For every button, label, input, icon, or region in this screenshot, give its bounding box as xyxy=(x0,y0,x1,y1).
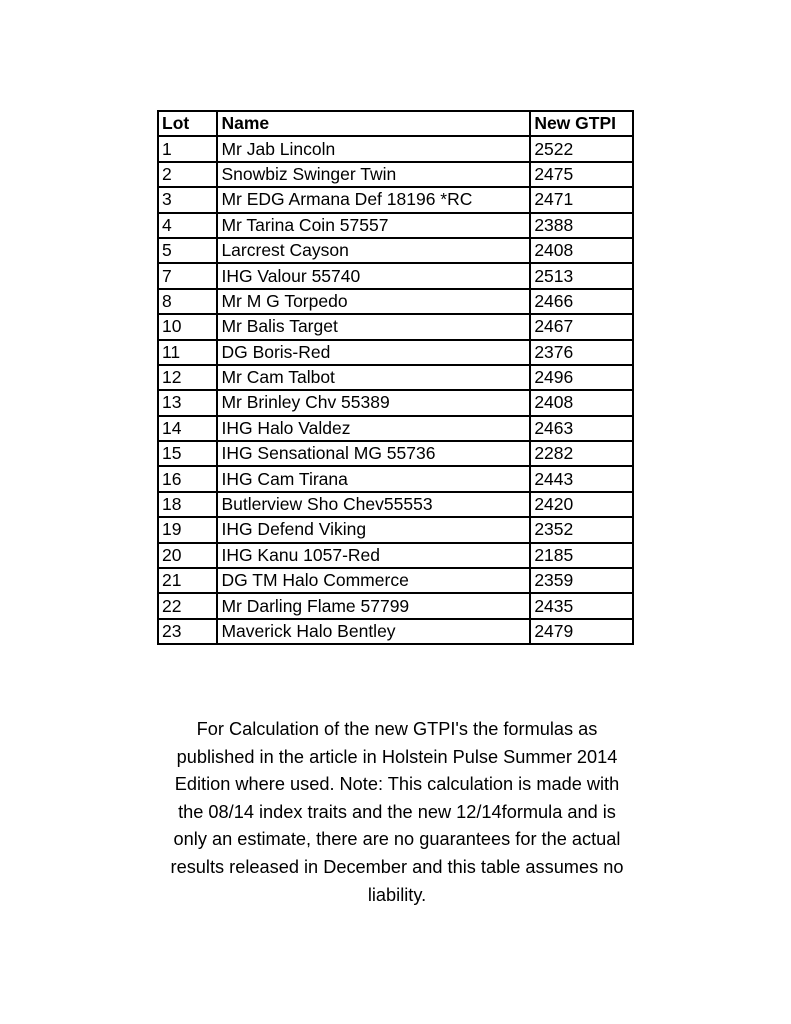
gtpi-cell: 2420 xyxy=(530,492,633,517)
header-name: Name xyxy=(217,111,530,136)
name-cell: DG TM Halo Commerce xyxy=(217,568,530,593)
gtpi-cell: 2471 xyxy=(530,187,633,212)
note-line: published in the article in Holstein Pulse Summer 2014 xyxy=(176,746,618,767)
table-row xyxy=(158,213,633,238)
name-cell: DG Boris-Red xyxy=(217,340,530,365)
table-row xyxy=(158,593,633,618)
lot-cell: 13 xyxy=(158,390,217,415)
table-row xyxy=(158,162,633,187)
gtpi-cell: 2467 xyxy=(530,314,633,339)
lot-cell: 16 xyxy=(158,466,217,491)
gtpi-cell: 2376 xyxy=(530,340,633,365)
table-row xyxy=(158,289,633,314)
gtpi-cell: 2496 xyxy=(530,365,633,390)
table-row xyxy=(158,314,633,339)
table-row xyxy=(158,187,633,212)
lot-cell: 18 xyxy=(158,492,217,517)
table-row xyxy=(158,492,633,517)
table-row xyxy=(158,517,633,542)
table-row xyxy=(158,416,633,441)
name-cell: IHG Sensational MG 55736 xyxy=(217,441,530,466)
gtpi-cell: 2435 xyxy=(530,593,633,618)
name-cell: Mr Tarina Coin 57557 xyxy=(217,213,530,238)
gtpi-cell: 2522 xyxy=(530,136,633,161)
name-cell: Butlerview Sho Chev55553 xyxy=(217,492,530,517)
note-line: results released in December and this table assumes no xyxy=(170,856,624,877)
name-cell: Mr Darling Flame 57799 xyxy=(217,593,530,618)
note-line: the 08/14 index traits and the new 12/14formula and is xyxy=(178,801,616,822)
table-row xyxy=(158,619,633,644)
calculation-note xyxy=(150,716,644,909)
lot-cell: 11 xyxy=(158,340,217,365)
lot-cell: 1 xyxy=(158,136,217,161)
gtpi-cell: 2359 xyxy=(530,568,633,593)
table-row xyxy=(158,568,633,593)
note-line: only an estimate, there are no guarantees for the actual xyxy=(173,829,621,850)
name-cell: Mr M G Torpedo xyxy=(217,289,530,314)
gtpi-cell: 2443 xyxy=(530,466,633,491)
gtpi-cell: 2408 xyxy=(530,390,633,415)
name-cell: Mr Balis Target xyxy=(217,314,530,339)
gtpi-cell: 2479 xyxy=(530,619,633,644)
header-lot: Lot xyxy=(158,111,217,136)
gtpi-cell: 2352 xyxy=(530,517,633,542)
lot-cell: 12 xyxy=(158,365,217,390)
gtpi-cell: 2185 xyxy=(530,543,633,568)
lot-cell: 2 xyxy=(158,162,217,187)
name-cell: IHG Halo Valdez xyxy=(217,416,530,441)
gtpi-cell: 2475 xyxy=(530,162,633,187)
name-cell: Maverick Halo Bentley xyxy=(217,619,530,644)
table-row xyxy=(158,365,633,390)
gtpi-cell: 2466 xyxy=(530,289,633,314)
lot-cell: 7 xyxy=(158,263,217,288)
name-cell: IHG Defend Viking xyxy=(217,517,530,542)
table-row xyxy=(158,238,633,263)
lot-cell: 20 xyxy=(158,543,217,568)
note-line: Edition where used. Note: This calculation is made with xyxy=(174,774,620,795)
note-line: liability. xyxy=(367,884,427,905)
table-row xyxy=(158,263,633,288)
gtpi-cell: 2463 xyxy=(530,416,633,441)
name-cell: IHG Kanu 1057-Red xyxy=(217,543,530,568)
lot-cell: 14 xyxy=(158,416,217,441)
table-row xyxy=(158,136,633,161)
note-line: For Calculation of the new GTPI's the formulas as xyxy=(196,719,598,739)
name-cell: Mr Brinley Chv 55389 xyxy=(217,390,530,415)
lot-cell: 4 xyxy=(158,213,217,238)
table-row xyxy=(158,390,633,415)
table-row xyxy=(158,340,633,365)
table-header-row xyxy=(158,111,633,136)
name-cell: Mr Cam Talbot xyxy=(217,365,530,390)
lot-cell: 8 xyxy=(158,289,217,314)
header-new-gtpi: New GTPI xyxy=(530,111,633,136)
name-cell: Mr EDG Armana Def 18196 *RC xyxy=(217,187,530,212)
lot-cell: 23 xyxy=(158,619,217,644)
lot-cell: 19 xyxy=(158,517,217,542)
lot-cell: 3 xyxy=(158,187,217,212)
lot-cell: 21 xyxy=(158,568,217,593)
gtpi-cell: 2513 xyxy=(530,263,633,288)
lot-cell: 5 xyxy=(158,238,217,263)
gtpi-cell: 2408 xyxy=(530,238,633,263)
table-row xyxy=(158,441,633,466)
gtpi-cell: 2282 xyxy=(530,441,633,466)
name-cell: IHG Cam Tirana xyxy=(217,466,530,491)
lot-cell: 22 xyxy=(158,593,217,618)
gtpi-table xyxy=(157,110,634,645)
name-cell: IHG Valour 55740 xyxy=(217,263,530,288)
table-row xyxy=(158,543,633,568)
gtpi-cell: 2388 xyxy=(530,213,633,238)
name-cell: Mr Jab Lincoln xyxy=(217,136,530,161)
table-row xyxy=(158,466,633,491)
name-cell: Larcrest Cayson xyxy=(217,238,530,263)
lot-cell: 15 xyxy=(158,441,217,466)
lot-cell: 10 xyxy=(158,314,217,339)
name-cell: Snowbiz Swinger Twin xyxy=(217,162,530,187)
